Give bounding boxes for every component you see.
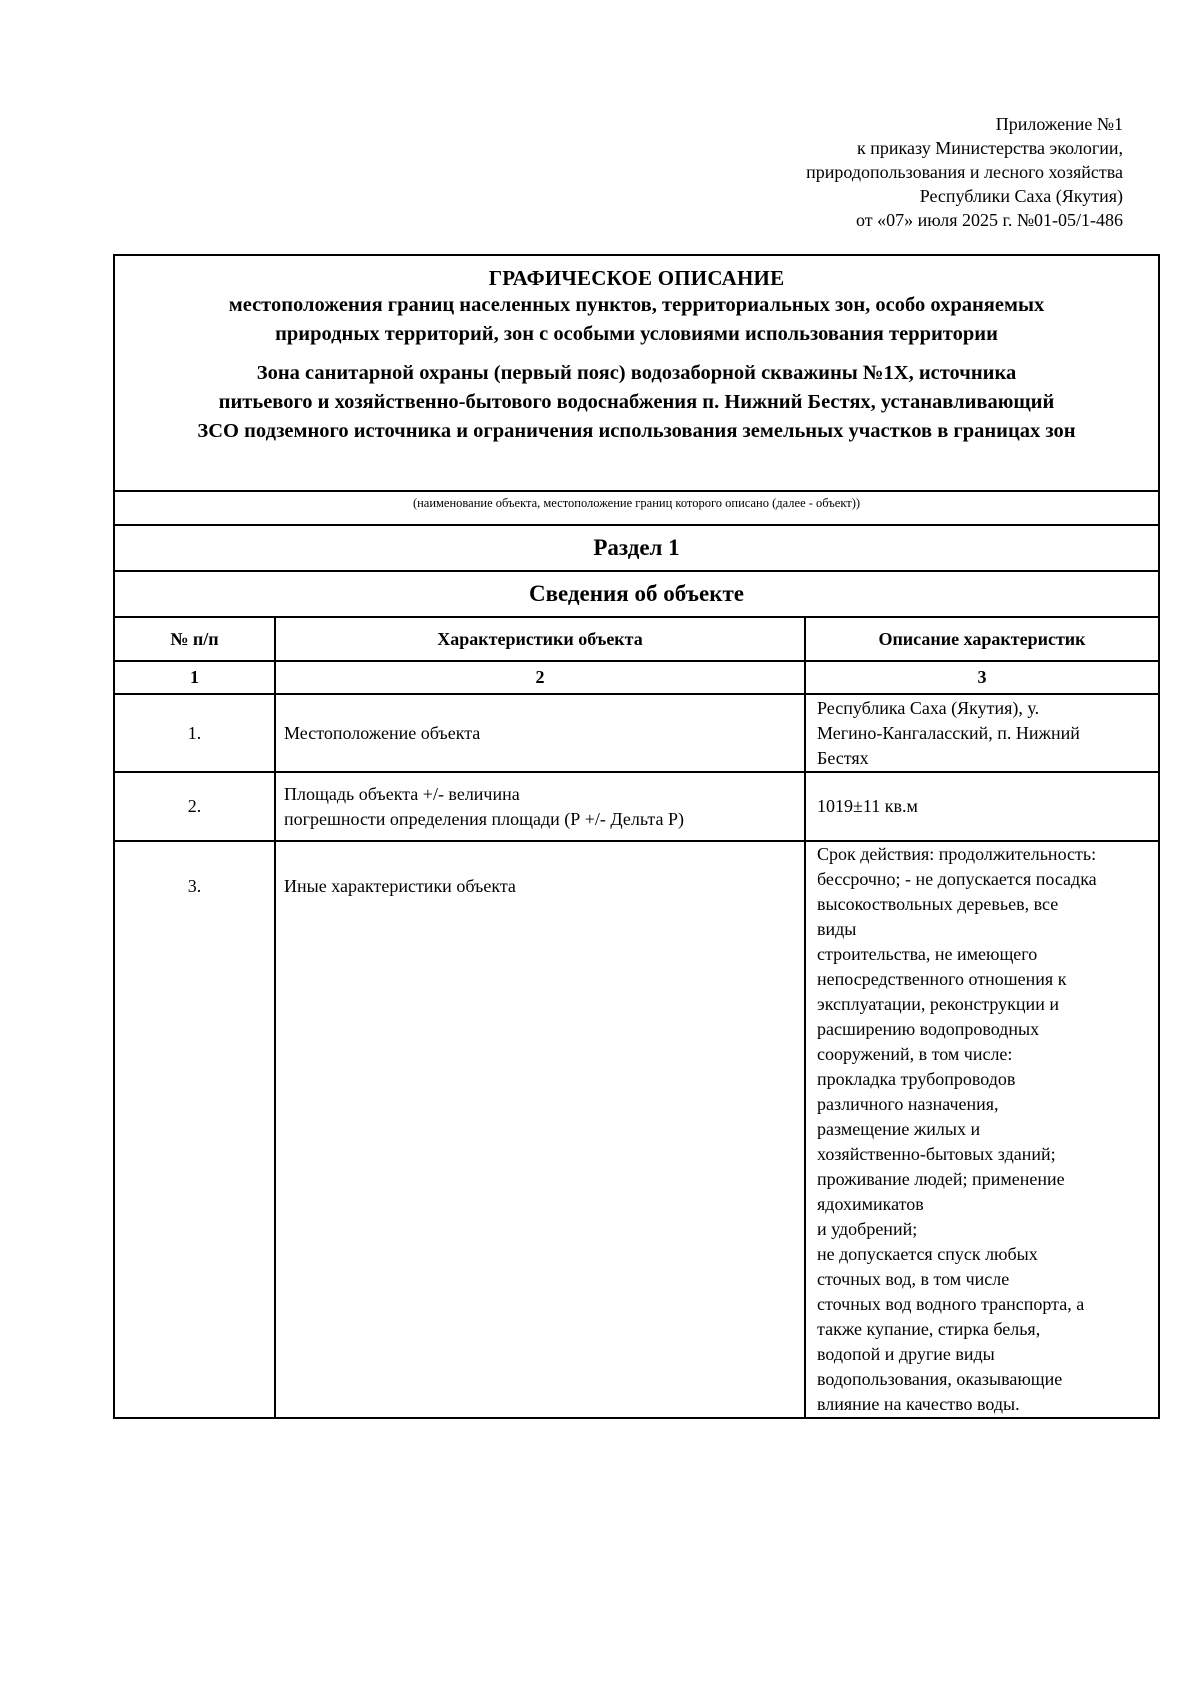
table-row — [115, 694, 1158, 772]
object-name-line: питьевого и хозяйственно-бытового водоснабжения п. Нижний Бестях, устанавливающий — [218, 391, 1055, 413]
object-caption: (наименование объекта, местоположение границ которого описано (далее - объект)) — [115, 490, 1158, 524]
description-line: строительства, не имеющего — [817, 944, 1038, 964]
description-line: Мегино-Кангаласский, п. Нижний — [817, 722, 1080, 743]
document-title: ГРАФИЧЕСКОЕ ОПИСАНИЕ — [488, 266, 785, 290]
section-number: Раздел 1 — [115, 524, 1158, 570]
subtitle-line: местоположения границ населенных пунктов, территориальных зон, особо охраняемых — [228, 294, 1045, 316]
object-name-line: Зона санитарной охраны (первый пояс) водозаборной скважины №1Х, источника — [256, 362, 1017, 384]
description-line: прокладка трубопроводов — [817, 1069, 1016, 1089]
description-line: высокоствольных деревьев, все — [817, 894, 1059, 914]
characteristic-line: Иные характеристики объекта — [284, 876, 516, 896]
appendix-line: к приказу Министерства экологии, — [856, 138, 1123, 158]
section-title: Сведения об объекте — [115, 570, 1158, 616]
description-line: непосредственного отношения к — [817, 969, 1067, 989]
appendix-line: Республики Саха (Якутия) — [919, 186, 1123, 206]
document-subtitle — [115, 291, 1158, 349]
description-line: расширению водопроводных — [817, 1019, 1040, 1039]
row-characteristic — [275, 694, 805, 772]
document-header — [115, 256, 1158, 490]
row-description — [805, 841, 1158, 1417]
description-line: не допускается спуск любых — [817, 1244, 1038, 1264]
description-line: и удобрений; — [817, 1219, 918, 1239]
description-line: Срок действия: продолжительность: — [817, 844, 1097, 864]
object-name — [115, 359, 1158, 446]
description-line: сооружений, в том числе: — [817, 1044, 1013, 1064]
column-number: 1 — [115, 661, 275, 694]
appendix-line: от «07» июля 2025 г. №01-05/1-486 — [855, 210, 1123, 230]
column-number: 2 — [275, 661, 805, 694]
description-line: размещение жилых и — [817, 1119, 981, 1139]
description-line: водопользования, оказывающие — [817, 1369, 1063, 1389]
row-number: 2. — [115, 772, 275, 841]
description-line: 1019±11 кв.м — [817, 796, 918, 816]
document-frame — [113, 254, 1160, 1419]
table-row — [115, 772, 1158, 841]
description-line: эксплуатации, реконструкции и — [817, 994, 1059, 1014]
description-line: Республика Саха (Якутия), у. — [817, 697, 1040, 718]
row-characteristic — [275, 772, 805, 841]
row-characteristic — [275, 841, 805, 1417]
header-cell-description: Описание характеристик — [805, 617, 1158, 661]
row-number: 3. — [115, 841, 275, 1417]
description-line: водопой и другие виды — [817, 1344, 995, 1364]
characteristic-line: погрешности определения площади (Р +/- Дельта Р) — [284, 808, 684, 829]
description-line: виды — [817, 919, 857, 939]
table-header-row — [115, 617, 1158, 661]
appendix-line: природопользования и лесного хозяйства — [806, 162, 1123, 182]
appendix-reference — [806, 112, 1123, 232]
description-line: влияние на качество воды. — [817, 1394, 1020, 1414]
table-row — [115, 841, 1158, 1417]
characteristic-line: Площадь объекта +/- величина — [284, 783, 520, 804]
header-cell-number: № п/п — [115, 617, 275, 661]
description-line: хозяйственно-бытовых зданий; — [817, 1144, 1056, 1164]
description-line: бессрочно; - не допускается посадка — [817, 869, 1097, 889]
appendix-line: Приложение №1 — [995, 114, 1123, 134]
description-line: сточных вод водного транспорта, а — [817, 1294, 1085, 1314]
header-cell-characteristic: Характеристики объекта — [275, 617, 805, 661]
characteristic-line: Местоположение объекта — [284, 722, 481, 743]
subtitle-line: природных территорий, зон с особыми условиями использования территории — [275, 323, 998, 345]
row-number: 1. — [115, 694, 275, 772]
description-line: также купание, стирка белья, — [817, 1319, 1041, 1339]
row-description — [805, 694, 1158, 772]
row-description — [805, 772, 1158, 841]
description-line: сточных вод, в том числе — [817, 1269, 1010, 1289]
object-info-table — [115, 616, 1158, 1417]
column-number-row — [115, 661, 1158, 694]
object-name-line: ЗСО подземного источника и ограничения использования земельных участков в границах зон — [197, 420, 1076, 442]
description-line: проживание людей; применение — [817, 1169, 1065, 1189]
description-line: различного назначения, — [817, 1094, 999, 1114]
description-line: ядохимикатов — [817, 1194, 924, 1214]
column-number: 3 — [805, 661, 1158, 694]
description-line: Бестях — [817, 747, 869, 768]
